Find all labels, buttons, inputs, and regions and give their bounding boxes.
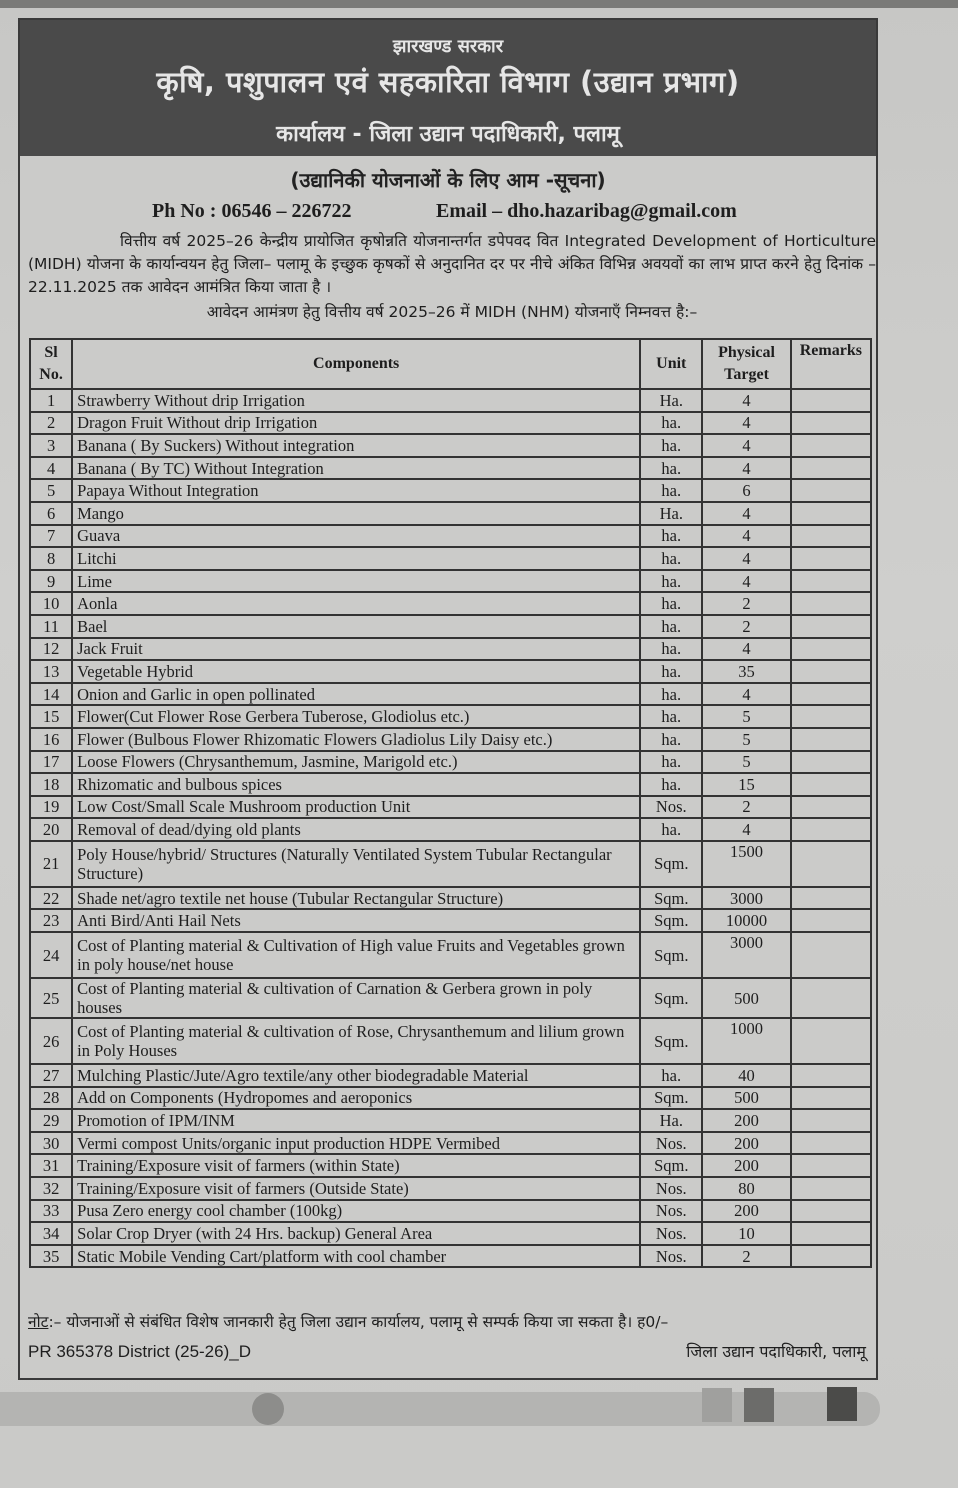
intro-paragraph: वित्तीय वर्ष 2025–26 केन्द्रीय प्रायोजित कृषोन्नति योजनान्तर्गत डपेपवद वित Integrated Development of Horticulture (MIDH) योजना के कार्यान्वयन हेतु जिला– पलामू के इच्छुक कृषकों से अनुदानित दर पर नीचे अंकित विभिन्न अवयवों का लाभ प्राप्त करने हेतु दिनांक – 22.11.2025 तक आवेदन आमंत्रित किया जाता है । <box>28 232 876 296</box>
row-remarks <box>791 841 871 887</box>
row-sl-no: 35 <box>30 1245 72 1268</box>
row-physical-target: 500 <box>702 1087 790 1110</box>
table-row <box>30 1132 871 1155</box>
row-remarks <box>791 1222 871 1245</box>
row-sl-no: 12 <box>30 638 72 661</box>
row-sl-no: 11 <box>30 615 72 638</box>
table-row <box>30 412 871 435</box>
row-component: Cost of Planting material & Cultivation of High value Fruits and Vegetables grown in poly house/net house <box>72 932 640 978</box>
row-physical-target: 200 <box>702 1154 790 1177</box>
row-sl-no: 32 <box>30 1177 72 1200</box>
row-sl-no: 30 <box>30 1132 72 1155</box>
table-row <box>30 909 871 932</box>
row-sl-no: 17 <box>30 751 72 774</box>
table-row <box>30 570 871 593</box>
page-top-edge <box>0 0 958 8</box>
row-component: Rhizomatic and bulbous spices <box>72 773 640 796</box>
row-component: Litchi <box>72 547 640 570</box>
advertisement-frame <box>18 18 878 1380</box>
phone-number: Ph No : 06546 – 226722 <box>152 200 352 222</box>
note-label: नोट <box>28 1313 49 1331</box>
table-row <box>30 1087 871 1110</box>
row-unit: Ha. <box>640 502 702 525</box>
row-remarks <box>791 728 871 751</box>
row-physical-target: 10000 <box>702 909 790 932</box>
row-physical-target: 2 <box>702 796 790 819</box>
row-physical-target: 2 <box>702 615 790 638</box>
row-component: Bael <box>72 615 640 638</box>
row-component: Flower(Cut Flower Rose Gerbera Tuberose, Glodiolus etc.) <box>72 705 640 728</box>
row-physical-target: 15 <box>702 773 790 796</box>
row-component: Aonla <box>72 592 640 615</box>
row-unit: ha. <box>640 434 702 457</box>
row-component: Promotion of IPM/INM <box>72 1109 640 1132</box>
row-physical-target: 2 <box>702 592 790 615</box>
row-physical-target: 6 <box>702 479 790 502</box>
row-sl-no: 20 <box>30 818 72 841</box>
row-component: Papaya Without Integration <box>72 479 640 502</box>
row-remarks <box>791 818 871 841</box>
table-row <box>30 1245 871 1268</box>
row-unit: ha. <box>640 818 702 841</box>
row-sl-no: 34 <box>30 1222 72 1245</box>
row-remarks <box>791 434 871 457</box>
row-sl-no: 22 <box>30 887 72 910</box>
row-sl-no: 10 <box>30 592 72 615</box>
email-address: Email – dho.hazaribag@gmail.com <box>436 200 737 222</box>
row-sl-no: 29 <box>30 1109 72 1132</box>
row-component: Pusa Zero energy cool chamber (100kg) <box>72 1200 640 1223</box>
table-row <box>30 479 871 502</box>
row-component: Removal of dead/dying old plants <box>72 818 640 841</box>
row-unit: ha. <box>640 457 702 480</box>
row-unit: Sqm. <box>640 1154 702 1177</box>
row-component: Guava <box>72 525 640 548</box>
row-sl-no: 16 <box>30 728 72 751</box>
row-remarks <box>791 1245 871 1268</box>
row-unit: Nos. <box>640 1132 702 1155</box>
row-physical-target: 5 <box>702 728 790 751</box>
row-component: Anti Bird/Anti Hail Nets <box>72 909 640 932</box>
row-remarks <box>791 412 871 435</box>
table-row <box>30 1109 871 1132</box>
table-row <box>30 660 871 683</box>
row-component: Poly House/hybrid/ Structures (Naturally Ventilated System Tubular Rectangular Structure) <box>72 841 640 887</box>
row-unit: ha. <box>640 728 702 751</box>
schemes-table <box>29 338 872 1268</box>
row-sl-no: 1 <box>30 389 72 412</box>
row-unit: ha. <box>640 615 702 638</box>
row-unit: Nos. <box>640 796 702 819</box>
table-row <box>30 773 871 796</box>
registration-dot <box>252 1393 284 1425</box>
row-physical-target: 2 <box>702 1245 790 1268</box>
row-remarks <box>791 1087 871 1110</box>
row-unit: Sqm. <box>640 1087 702 1110</box>
row-remarks <box>791 1018 871 1064</box>
table-row <box>30 434 871 457</box>
row-unit: ha. <box>640 592 702 615</box>
row-sl-no: 3 <box>30 434 72 457</box>
note-text: :– योजनाओं से संबंधित विशेष जानकारी हेतु जिला उद्यान कार्यालय, पलामू से सम्पर्क किया जा सकता है। ह0/– <box>48 1313 669 1331</box>
header-physical-target: Physical Target <box>702 339 790 389</box>
row-remarks <box>791 1154 871 1177</box>
table-row <box>30 1018 871 1064</box>
row-unit: ha. <box>640 547 702 570</box>
table-row <box>30 502 871 525</box>
table-row <box>30 887 871 910</box>
row-unit: Ha. <box>640 389 702 412</box>
row-component: Cost of Planting material & cultivation of Carnation & Gerbera grown in poly houses <box>72 978 640 1018</box>
table-header-row <box>30 339 871 389</box>
table-row <box>30 705 871 728</box>
row-unit: Sqm. <box>640 909 702 932</box>
row-unit: Sqm. <box>640 978 702 1018</box>
row-physical-target: 5 <box>702 705 790 728</box>
row-sl-no: 8 <box>30 547 72 570</box>
row-physical-target: 3000 <box>702 932 790 978</box>
row-unit: ha. <box>640 1064 702 1087</box>
row-sl-no: 24 <box>30 932 72 978</box>
footer-note <box>28 1310 668 1332</box>
color-swatch-light <box>702 1388 732 1422</box>
header-unit: Unit <box>640 339 702 389</box>
row-unit: ha. <box>640 683 702 706</box>
row-sl-no: 23 <box>30 909 72 932</box>
row-component: Banana ( By Suckers) Without integration <box>72 434 640 457</box>
row-remarks <box>791 683 871 706</box>
table-row <box>30 796 871 819</box>
row-component: Shade net/agro textile net house (Tubular Rectangular Structure) <box>72 887 640 910</box>
header-sl-no: Sl No. <box>30 339 72 389</box>
row-component: Training/Exposure visit of farmers (Outside State) <box>72 1177 640 1200</box>
row-physical-target: 4 <box>702 525 790 548</box>
row-component: Strawberry Without drip Irrigation <box>72 389 640 412</box>
row-remarks <box>791 525 871 548</box>
row-physical-target: 1000 <box>702 1018 790 1064</box>
table-row <box>30 683 871 706</box>
row-physical-target: 500 <box>702 978 790 1018</box>
row-unit: ha. <box>640 773 702 796</box>
row-sl-no: 7 <box>30 525 72 548</box>
row-remarks <box>791 502 871 525</box>
row-physical-target: 200 <box>702 1132 790 1155</box>
row-remarks <box>791 796 871 819</box>
row-remarks <box>791 1109 871 1132</box>
table-row <box>30 525 871 548</box>
row-remarks <box>791 660 871 683</box>
row-sl-no: 14 <box>30 683 72 706</box>
row-unit: ha. <box>640 751 702 774</box>
row-component: Add on Components (Hydropomes and aeroponics <box>72 1087 640 1110</box>
row-sl-no: 28 <box>30 1087 72 1110</box>
signatory: जिला उद्यान पदाधिकारी, पलामू <box>686 1342 866 1361</box>
row-component: Loose Flowers (Chrysanthemum, Jasmine, Marigold etc.) <box>72 751 640 774</box>
row-remarks <box>791 887 871 910</box>
row-component: Cost of Planting material & cultivation of Rose, Chrysanthemum and lilium grown in Poly Houses <box>72 1018 640 1064</box>
row-sl-no: 21 <box>30 841 72 887</box>
row-sl-no: 33 <box>30 1200 72 1223</box>
row-unit: Ha. <box>640 1109 702 1132</box>
row-remarks <box>791 751 871 774</box>
government-name: झारखण्ड सरकार <box>392 36 504 57</box>
table-row <box>30 547 871 570</box>
row-physical-target: 5 <box>702 751 790 774</box>
row-physical-target: 4 <box>702 502 790 525</box>
row-sl-no: 25 <box>30 978 72 1018</box>
table-row <box>30 932 871 978</box>
table-row <box>30 389 871 412</box>
row-component: Low Cost/Small Scale Mushroom production Unit <box>72 796 640 819</box>
intro-line: आवेदन आमंत्रण हेतु वित्तीय वर्ष 2025–26 में MIDH (NHM) योजनाएँ निम्नवत्त है:– <box>206 303 698 321</box>
row-physical-target: 4 <box>702 434 790 457</box>
table-row <box>30 841 871 887</box>
row-unit: ha. <box>640 412 702 435</box>
header-banner <box>20 20 876 156</box>
row-physical-target: 35 <box>702 660 790 683</box>
row-remarks <box>791 909 871 932</box>
row-remarks <box>791 1132 871 1155</box>
row-physical-target: 1500 <box>702 841 790 887</box>
row-component: Banana ( By TC) Without Integration <box>72 457 640 480</box>
row-sl-no: 2 <box>30 412 72 435</box>
row-physical-target: 40 <box>702 1064 790 1087</box>
row-remarks <box>791 570 871 593</box>
row-remarks <box>791 705 871 728</box>
row-unit: ha. <box>640 525 702 548</box>
header-components: Components <box>72 339 640 389</box>
row-component: Vegetable Hybrid <box>72 660 640 683</box>
table-row <box>30 1177 871 1200</box>
row-sl-no: 18 <box>30 773 72 796</box>
row-remarks <box>791 773 871 796</box>
row-remarks <box>791 389 871 412</box>
notice-subtitle: (उद्यानिकी योजनाओं के लिए आम -सूचना) <box>290 168 606 192</box>
row-sl-no: 6 <box>30 502 72 525</box>
row-physical-target: 10 <box>702 1222 790 1245</box>
row-component: Vermi compost Units/organic input production HDPE Vermibed <box>72 1132 640 1155</box>
row-remarks <box>791 1177 871 1200</box>
row-sl-no: 19 <box>30 796 72 819</box>
table-row <box>30 457 871 480</box>
row-sl-no: 5 <box>30 479 72 502</box>
header-remarks: Remarks <box>791 339 871 389</box>
row-component: Dragon Fruit Without drip Irrigation <box>72 412 640 435</box>
table-row <box>30 1154 871 1177</box>
row-unit: Sqm. <box>640 1018 702 1064</box>
row-unit: ha. <box>640 660 702 683</box>
row-component: Lime <box>72 570 640 593</box>
row-physical-target: 3000 <box>702 887 790 910</box>
row-sl-no: 9 <box>30 570 72 593</box>
row-unit: Sqm. <box>640 887 702 910</box>
row-unit: Nos. <box>640 1245 702 1268</box>
row-unit: Nos. <box>640 1200 702 1223</box>
row-unit: Sqm. <box>640 932 702 978</box>
row-unit: Nos. <box>640 1222 702 1245</box>
row-physical-target: 4 <box>702 683 790 706</box>
row-component: Onion and Garlic in open pollinated <box>72 683 640 706</box>
row-physical-target: 4 <box>702 389 790 412</box>
row-remarks <box>791 638 871 661</box>
row-component: Jack Fruit <box>72 638 640 661</box>
row-unit: ha. <box>640 705 702 728</box>
row-sl-no: 4 <box>30 457 72 480</box>
row-sl-no: 13 <box>30 660 72 683</box>
table-row <box>30 1064 871 1087</box>
row-sl-no: 15 <box>30 705 72 728</box>
intro-section <box>28 230 876 324</box>
row-remarks <box>791 932 871 978</box>
table-row <box>30 728 871 751</box>
department-name: कृषि, पशुपालन एवं सहकारिता विभाग (उद्यान प्रभाग) <box>156 65 740 99</box>
row-remarks <box>791 1064 871 1087</box>
row-unit: ha. <box>640 479 702 502</box>
row-remarks <box>791 547 871 570</box>
row-remarks <box>791 592 871 615</box>
row-physical-target: 80 <box>702 1177 790 1200</box>
pr-number: PR 365378 District (25-26)_D <box>28 1342 251 1361</box>
row-component: Mulching Plastic/Jute/Agro textile/any other biodegradable Material <box>72 1064 640 1087</box>
row-physical-target: 4 <box>702 570 790 593</box>
row-remarks <box>791 479 871 502</box>
row-component: Training/Exposure visit of farmers (within State) <box>72 1154 640 1177</box>
row-remarks <box>791 457 871 480</box>
table-row <box>30 818 871 841</box>
row-sl-no: 26 <box>30 1018 72 1064</box>
row-physical-target: 4 <box>702 547 790 570</box>
row-remarks <box>791 1200 871 1223</box>
row-remarks <box>791 615 871 638</box>
table-row <box>30 1200 871 1223</box>
row-component: Solar Crop Dryer (with 24 Hrs. backup) General Area <box>72 1222 640 1245</box>
table-row <box>30 592 871 615</box>
row-physical-target: 200 <box>702 1109 790 1132</box>
row-unit: ha. <box>640 638 702 661</box>
office-name: कार्यालय - जिला उद्यान पदाधिकारी, पलामू <box>276 122 620 147</box>
row-unit: Sqm. <box>640 841 702 887</box>
table-row <box>30 751 871 774</box>
table-row <box>30 638 871 661</box>
row-unit: Nos. <box>640 1177 702 1200</box>
color-swatch-dark <box>827 1387 857 1421</box>
color-swatch-mid <box>744 1388 774 1422</box>
row-remarks <box>791 978 871 1018</box>
row-physical-target: 4 <box>702 638 790 661</box>
table-row <box>30 1222 871 1245</box>
table-row <box>30 978 871 1018</box>
row-sl-no: 31 <box>30 1154 72 1177</box>
row-physical-target: 4 <box>702 457 790 480</box>
row-unit: ha. <box>640 570 702 593</box>
row-physical-target: 200 <box>702 1200 790 1223</box>
row-physical-target: 4 <box>702 818 790 841</box>
row-sl-no: 27 <box>30 1064 72 1087</box>
row-physical-target: 4 <box>702 412 790 435</box>
row-component: Flower (Bulbous Flower Rhizomatic Flowers Gladiolus Lily Daisy etc.) <box>72 728 640 751</box>
table-row <box>30 615 871 638</box>
row-component: Static Mobile Vending Cart/platform with cool chamber <box>72 1245 640 1268</box>
row-component: Mango <box>72 502 640 525</box>
